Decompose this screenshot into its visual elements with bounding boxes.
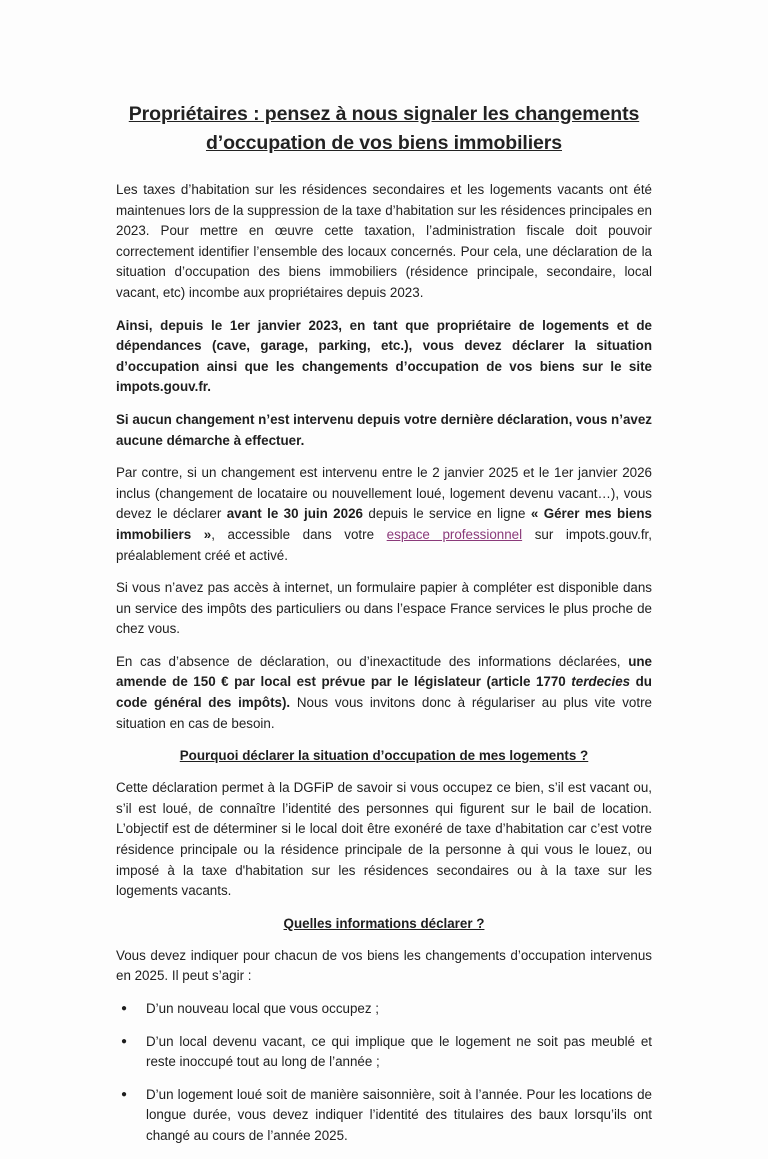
- deadline-date: avant le 30 juin 2026: [226, 506, 363, 522]
- penalty-text-2: Nous vous invitons donc à régulariser au plus vite votre situation en cas de besoin.: [116, 695, 652, 731]
- deadline-paragraph: [116, 463, 652, 566]
- list-item-text: D’un local devenu vacant, ce qui implique que le logement ne soit pas meublé et reste inoccupé tout au long de l’année ;: [146, 1033, 652, 1070]
- service-name: « Gérer mes biens immobiliers »: [116, 506, 652, 542]
- document-page: [116, 100, 652, 1159]
- why-declare-heading: Pourquoi déclarer la situation d’occupation de mes logements ?: [179, 748, 589, 764]
- bullet-icon: ●: [121, 1003, 128, 1014]
- bullet-icon: ●: [121, 1088, 128, 1100]
- what-to-declare-intro: Vous devez indiquer pour chacun de vos biens les changements d’occupation intervenus en 2025. Il peut s’agir :: [116, 947, 652, 984]
- deadline-text-3: , accessible dans votre: [211, 526, 387, 542]
- deadline-text-1: Par contre, si un changement est intervenu entre le 2 janvier 2025 et le 1er janvier 2026 inclus (changement de locataire ou nouvellement loué, logement devenu vacant…), vous devez le déclarer: [116, 465, 652, 522]
- list-item: [116, 999, 652, 1020]
- list-item: [116, 1085, 652, 1147]
- deadline-text-2: depuis le service en ligne: [362, 506, 531, 522]
- penalty-code: du code général des impôts).: [116, 674, 652, 711]
- penalty-text-1: En cas d’absence de déclaration, ou d’inexactitude des informations déclarées,: [116, 653, 629, 669]
- list-item: [116, 1032, 652, 1073]
- document-title: Propriétaires : pensez à nous signaler les changements d’occupation de vos biens immobiliers: [128, 103, 640, 154]
- paper-form-paragraph: Si vous n’avez pas accès à internet, un formulaire papier à compléter est disponible dans un service des impôts des particuliers ou dans l’espace France services le plus proche de chez vous.: [116, 580, 652, 637]
- why-declare-paragraph: Cette déclaration permet à la DGFiP de savoir si vous occupez ce bien, s’il est vacant ou, s’il est loué, de connaître l’identité des personnes qui figurent sur le bail de location. L’objectif est de déterminer si le local doit être exonéré de taxe d’habitation car c’est votre résidence principale ou la résidence principale de la personne à qui vous le louez, ou imposé à la taxe d'habitation sur les résidences secondaires ou à la taxe sur les logements vacants.: [116, 780, 652, 899]
- list-item-text: D’un logement loué soit de manière saisonnière, soit à l’année. Pour les locations de longue durée, vous devez indiquer l’identité des titulaires des baux lorsqu’ils ont changé au cours de l’année 2025.: [146, 1086, 652, 1143]
- deadline-text-4: sur impots.gouv.fr, préalablement créé et activé.: [116, 526, 652, 563]
- obligation-paragraph: Ainsi, depuis le 1er janvier 2023, en tant que propriétaire de logements et de dépendances (cave, garage, parking, etc.), vous devez déclarer la situation d’occupation ainsi que les changements d’occupation de vos biens sur le site impots.gouv.fr.: [116, 317, 652, 395]
- declaration-items-list: [116, 999, 652, 1147]
- list-item-text: D’un nouveau local que vous occupez ;: [146, 1001, 380, 1016]
- bullet-icon: ●: [121, 1035, 128, 1047]
- espace-professionnel-link[interactable]: espace professionnel: [386, 526, 523, 542]
- intro-paragraph: Les taxes d’habitation sur les résidences secondaires et les logements vacants ont été maintenues lors de la suppression de la taxe d’habitation sur les résidences principales en 2023. Pour mettre en œuvre cette taxation, l’administration fiscale doit pouvoir correctement identifier l’ensemble des locaux concernés. Pour cela, une déclaration de la situation d’occupation des biens immobiliers (résidence principale, secondaire, local vacant, etc) incombe aux propriétaires depuis 2023.: [116, 182, 652, 300]
- penalty-article-term: terdecies: [571, 674, 631, 690]
- penalty-amount: une amende de 150 € par local est prévue par le législateur (article 1770: [116, 653, 652, 690]
- no-change-paragraph: Si aucun changement n’est intervenu depuis votre dernière déclaration, vous n’avez aucune démarche à effectuer.: [116, 411, 652, 448]
- penalty-paragraph: [116, 652, 652, 734]
- what-to-declare-heading: Quelles informations déclarer ?: [283, 915, 485, 931]
